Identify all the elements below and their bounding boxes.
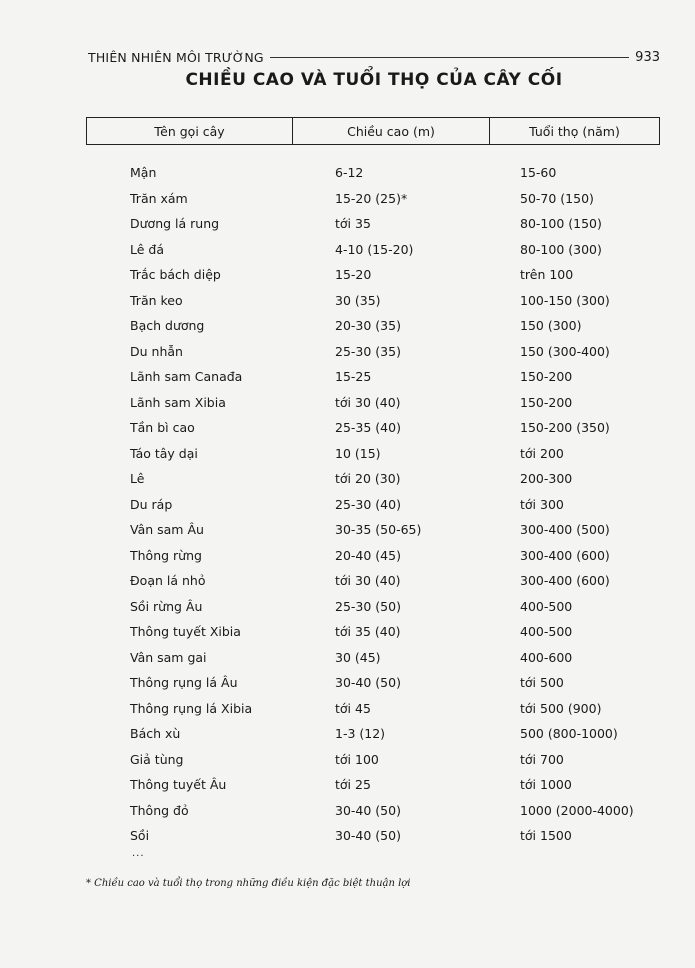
table-row (0, 774, 695, 800)
tree-height: 30 (35) (335, 292, 381, 308)
table-row (0, 621, 695, 647)
tree-height: 30-35 (50-65) (335, 522, 422, 537)
tree-height: 30 (45) (335, 649, 381, 665)
table-row (0, 392, 695, 418)
tree-lifespan: 50-70 (150) (520, 190, 594, 206)
tree-name: Mận (130, 165, 157, 180)
tree-name: Đoạn lá nhỏ (130, 573, 206, 588)
tree-lifespan: tới 200 (520, 445, 564, 461)
table-row (0, 341, 695, 367)
table-row (0, 596, 695, 622)
tree-height: 25-30 (35) (335, 343, 401, 359)
table-row (0, 749, 695, 775)
table-row (0, 290, 695, 316)
tree-name: Vân sam Âu (130, 522, 204, 537)
running-head-rule (270, 57, 629, 58)
tree-height: 6-12 (335, 165, 364, 180)
table-row (0, 723, 695, 749)
tree-name: Bạch dương (130, 318, 205, 333)
tree-lifespan: tới 300 (520, 496, 564, 512)
tree-lifespan: 80-100 (150) (520, 216, 602, 231)
tree-height: 10 (15) (335, 445, 381, 461)
tree-name: Dương lá rung (130, 216, 220, 231)
column-header-height: Chiều cao (m) (293, 118, 490, 144)
tree-height: 20-40 (45) (335, 547, 401, 563)
tree-name: Thông rụng lá Xibia (130, 700, 253, 716)
tree-name: Sồi rừng Âu (130, 598, 203, 614)
table-row (0, 443, 695, 469)
table-row (0, 213, 695, 239)
tree-name: Lê đá (130, 241, 165, 257)
table-row (0, 825, 695, 851)
tree-name: Thông tuyết Xibia (130, 624, 241, 639)
tree-height: 25-30 (40) (335, 496, 401, 512)
tree-height: 30-40 (50) (335, 828, 401, 843)
table-row (0, 698, 695, 724)
tree-name: Giả tùng (130, 751, 184, 767)
tree-lifespan: 150 (300-400) (520, 343, 610, 359)
tree-name: Thông rừng (130, 547, 202, 563)
table-body (0, 162, 695, 851)
tree-lifespan: 150-200 (520, 394, 573, 410)
table-row (0, 800, 695, 826)
tree-name: Trăn keo (130, 292, 183, 308)
tree-height: 4-10 (15-20) (335, 241, 414, 257)
tree-lifespan: 100-150 (300) (520, 292, 610, 308)
tree-height: 20-30 (35) (335, 318, 401, 333)
tree-lifespan: 150-200 (350) (520, 420, 610, 435)
table-row (0, 647, 695, 673)
column-header-name: Tên gọi cây (87, 118, 293, 144)
tree-height: tới 30 (40) (335, 394, 401, 410)
tree-lifespan: tới 1000 (520, 777, 572, 792)
tree-name: Táo tây dại (130, 445, 198, 461)
tree-height: tới 30 (40) (335, 573, 401, 588)
table-row (0, 417, 695, 443)
tree-name: Lê (130, 471, 145, 486)
tree-height: 15-20 (25)* (335, 190, 408, 206)
tree-lifespan: 150-200 (520, 369, 573, 384)
tree-lifespan: 400-500 (520, 624, 573, 639)
tree-name: Du ráp (130, 496, 173, 512)
table-row (0, 545, 695, 571)
footnote: * Chiều cao và tuổi thọ trong những điều kiện đặc biệt thuận lợi (86, 878, 411, 889)
table-row (0, 570, 695, 596)
tree-lifespan: tới 500 (900) (520, 700, 602, 716)
tree-height: 30-40 (50) (335, 802, 401, 818)
tree-lifespan: 15-60 (520, 165, 557, 180)
tree-name: Trăn xám (130, 190, 188, 206)
tree-lifespan: 400-600 (520, 649, 573, 665)
tree-height: tới 35 (335, 216, 371, 231)
tree-lifespan: 80-100 (300) (520, 241, 602, 257)
tree-lifespan: tới 700 (520, 751, 564, 767)
tree-lifespan: 500 (800-1000) (520, 726, 618, 741)
tree-height: 15-20 (335, 267, 372, 282)
running-head (88, 48, 660, 66)
tree-name: Tần bì cao (130, 420, 195, 435)
tree-lifespan: 300-400 (600) (520, 573, 610, 588)
tree-height: 15-25 (335, 369, 372, 384)
tree-height: tới 100 (335, 751, 379, 767)
table-row (0, 264, 695, 290)
table-header (86, 117, 660, 145)
tree-height: tới 45 (335, 700, 371, 716)
tree-lifespan: 1000 (2000-4000) (520, 802, 634, 818)
tree-name: Lãnh sam Canađa (130, 369, 243, 384)
tree-name: Du nhẫn (130, 343, 183, 359)
running-head-title: THIÊN NHIÊN MÔI TRƯỜNG (88, 49, 264, 65)
table-row (0, 494, 695, 520)
tree-name: Trắc bách diệp (130, 267, 221, 282)
tree-height: tới 20 (30) (335, 471, 401, 486)
tree-lifespan: 300-400 (600) (520, 547, 610, 563)
tree-lifespan: 150 (300) (520, 318, 582, 333)
table-row (0, 239, 695, 265)
table-row (0, 672, 695, 698)
tree-name: Lãnh sam Xibia (130, 394, 226, 410)
tree-height: 30-40 (50) (335, 675, 401, 690)
page-number: 933 (635, 49, 660, 65)
tree-lifespan: tới 500 (520, 675, 564, 690)
tree-lifespan: trên 100 (520, 267, 574, 282)
tree-name: Sồi (130, 828, 150, 843)
tree-lifespan: 300-400 (500) (520, 522, 610, 537)
table-row (0, 162, 695, 188)
tree-height: 1-3 (12) (335, 726, 386, 741)
tree-height: 25-35 (40) (335, 420, 401, 435)
tree-name: Vân sam gai (130, 649, 207, 665)
tree-name: Bách xù (130, 726, 181, 741)
tree-name: Thông rụng lá Âu (130, 675, 238, 690)
table-row (0, 519, 695, 545)
tree-lifespan: tới 1500 (520, 828, 572, 843)
tree-name: Thông tuyết Âu (130, 777, 227, 792)
tree-height: tới 25 (335, 777, 371, 792)
tree-name: Thông đỏ (130, 802, 189, 818)
continuation-ellipsis: ... (132, 848, 145, 859)
table-row (0, 468, 695, 494)
page-title: CHIỀU CAO VÀ TUỔI THỌ CỦA CÂY CỐI (185, 70, 563, 90)
tree-lifespan: 200-300 (520, 471, 573, 486)
tree-height: tới 35 (40) (335, 624, 401, 639)
tree-lifespan: 400-500 (520, 598, 573, 614)
table-row (0, 366, 695, 392)
table-row (0, 188, 695, 214)
table-row (0, 315, 695, 341)
column-header-lifespan: Tuổi thọ (năm) (529, 123, 620, 139)
tree-height: 25-30 (50) (335, 598, 401, 614)
